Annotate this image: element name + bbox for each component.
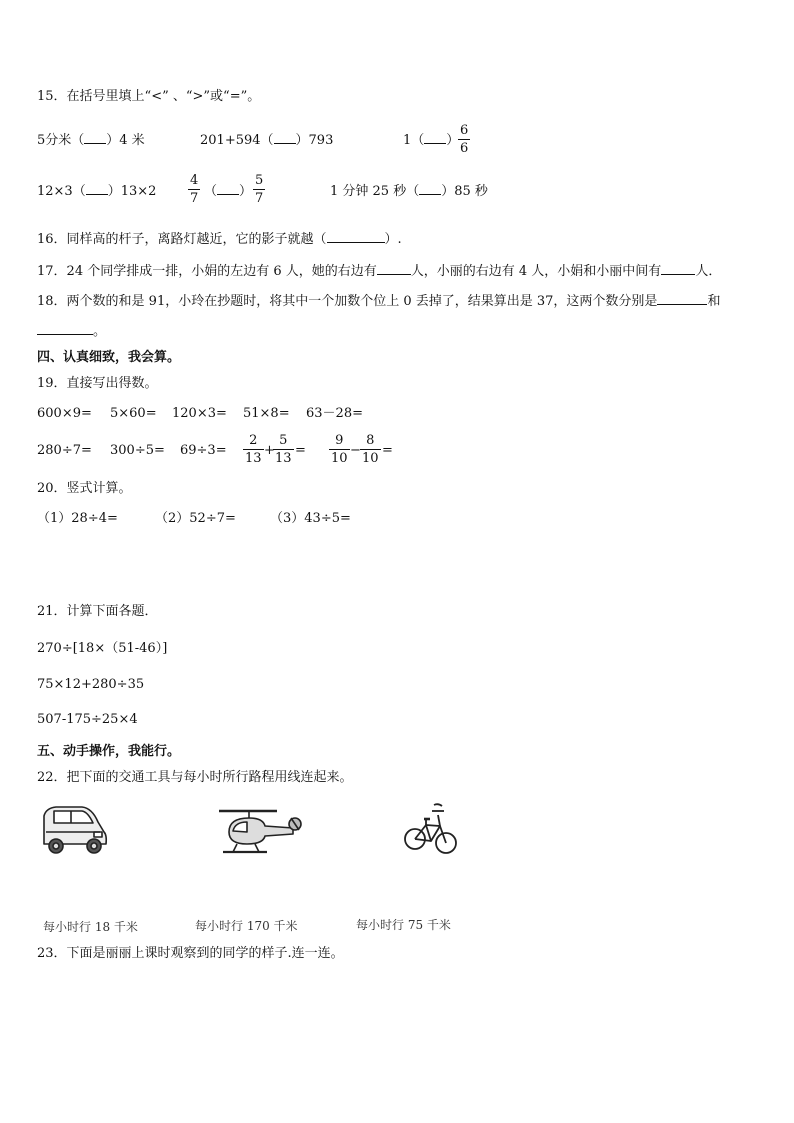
q21-stem: 21．计算下面各题． bbox=[37, 604, 158, 619]
fraction: 4 7 bbox=[190, 173, 199, 206]
equals-sign: = bbox=[295, 443, 306, 458]
q15-item-4: 12×3（ ）13×2 bbox=[37, 184, 157, 199]
answer-blank[interactable] bbox=[84, 131, 106, 144]
q15-stem: 15．在括号里填上“<” 、“>”或“=”。 bbox=[37, 89, 261, 104]
car-icon bbox=[38, 802, 110, 858]
fraction: 8 10 bbox=[362, 433, 379, 466]
q23-stem: 23．下面是丽丽上课时观察到的同学的样子.连一连。 bbox=[37, 946, 344, 961]
vertical-calc-item: （3）43÷5= bbox=[270, 511, 351, 526]
answer-blank[interactable] bbox=[86, 182, 108, 195]
fraction: 5 13 bbox=[275, 433, 292, 466]
q18-line-2: 。 bbox=[37, 322, 106, 340]
bicycle-icon bbox=[404, 799, 458, 859]
q20-stem: 20．竖式计算。 bbox=[37, 481, 132, 496]
q15-item-3: 1（ ） bbox=[403, 133, 460, 148]
minus-sign: − bbox=[350, 443, 361, 458]
answer-blank[interactable] bbox=[419, 182, 441, 195]
speed-label[interactable]: 每小时行 170 千米 bbox=[195, 919, 298, 933]
helicopter-icon bbox=[215, 804, 303, 860]
calc-item: 69÷3= bbox=[180, 443, 227, 458]
section-heading-4: 四、认真细致，我会算。 bbox=[37, 350, 181, 365]
answer-blank[interactable] bbox=[661, 262, 695, 275]
q15-item-2: 201+594（ ）793 bbox=[200, 133, 334, 148]
q22-stem: 22．把下面的交通工具与每小时所行路程用线连起来。 bbox=[37, 770, 353, 785]
q15-item-6: 1 分钟 25 秒（ ）85 秒 bbox=[330, 184, 488, 199]
answer-blank[interactable] bbox=[657, 292, 707, 305]
q17: 17．24 个同学排成一排，小娟的左边有 6 人，她的右边有 人，小丽的右边有 4 人，小娟和小丽中间有 人． bbox=[37, 264, 722, 279]
q15-item-1: 5分米（ ）4 米 bbox=[37, 133, 145, 148]
fraction: 5 7 bbox=[255, 173, 264, 206]
answer-blank[interactable] bbox=[327, 230, 385, 243]
q15-item-5: （ ） bbox=[204, 184, 253, 199]
speed-label[interactable]: 每小时行 75 千米 bbox=[356, 918, 451, 932]
calc-item: 51×8= bbox=[243, 406, 290, 421]
section-heading-5: 五、动手操作，我能行。 bbox=[37, 744, 181, 759]
speed-label[interactable]: 每小时行 18 千米 bbox=[43, 920, 138, 934]
calc-expression: 75×12+280÷35 bbox=[37, 677, 145, 692]
vertical-calc-item: （1）28÷4= bbox=[37, 511, 118, 526]
answer-blank[interactable] bbox=[424, 131, 446, 144]
calc-expression: 270÷[18×（51-46）] bbox=[37, 641, 168, 656]
fraction: 2 13 bbox=[245, 433, 262, 466]
calc-item: 63－28= bbox=[306, 406, 363, 421]
answer-blank[interactable] bbox=[274, 131, 296, 144]
answer-blank[interactable] bbox=[37, 322, 93, 335]
calc-item: 120×3= bbox=[172, 406, 227, 421]
answer-blank[interactable] bbox=[377, 262, 411, 275]
q19-stem: 19．直接写出得数。 bbox=[37, 376, 158, 391]
fraction: 6 6 bbox=[460, 123, 469, 156]
calc-item: 300÷5= bbox=[110, 443, 165, 458]
fraction: 9 10 bbox=[331, 433, 348, 466]
calc-item: 5×60= bbox=[110, 406, 157, 421]
calc-expression: 507-175÷25×4 bbox=[37, 712, 138, 727]
answer-blank[interactable] bbox=[217, 182, 239, 195]
plus-sign: + bbox=[264, 443, 275, 458]
calc-item: 600×9= bbox=[37, 406, 92, 421]
q16: 16．同样高的杆子，离路灯越近，它的影子就越（ ）. bbox=[37, 232, 402, 247]
equals-sign: = bbox=[382, 443, 393, 458]
calc-item: 280÷7= bbox=[37, 443, 92, 458]
vertical-calc-item: （2）52÷7= bbox=[155, 511, 236, 526]
q18-line-1: 18．两个数的和是 91，小玲在抄题时，将其中一个加数个位上 0 丢掉了，结果算出是 37，这两个数分别是 和 bbox=[37, 294, 721, 309]
